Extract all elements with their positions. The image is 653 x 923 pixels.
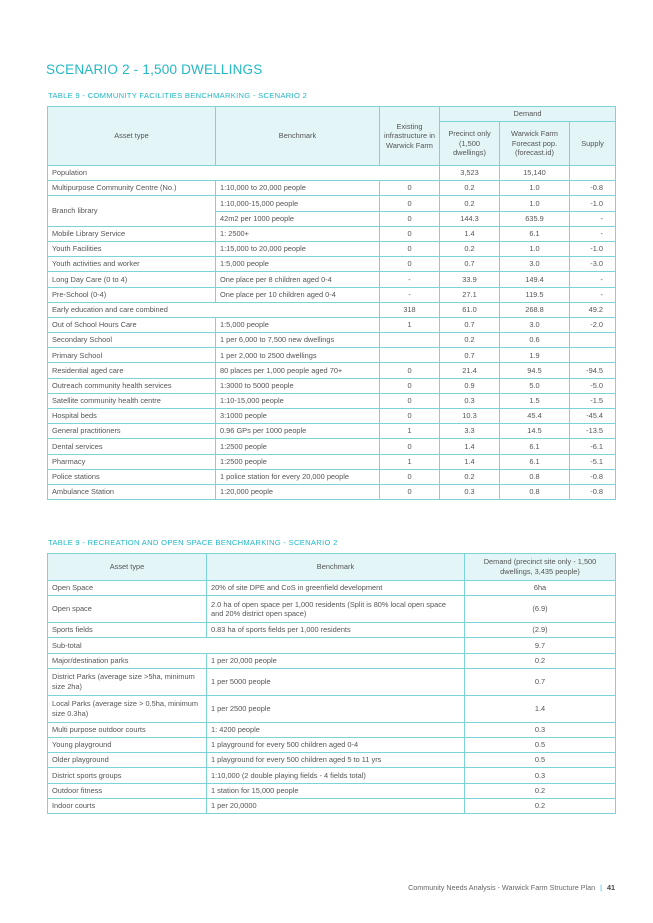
precinct-cell: 0.7 (440, 348, 500, 363)
existing-cell: 1 (380, 424, 440, 439)
forecast-cell: 3.0 (500, 257, 570, 272)
supply-cell: 49.2 (570, 302, 616, 317)
supply-cell: -0.8 (570, 181, 616, 196)
asset-cell: District Parks (average size >5ha, minimum size 2ha) (48, 668, 207, 695)
table-row (48, 469, 616, 484)
table-row (48, 668, 616, 695)
demand-cell: 0.5 (465, 753, 616, 768)
asset-cell: Pharmacy (48, 454, 216, 469)
benchmark-cell: 1:2500 people (216, 454, 380, 469)
table-row (48, 196, 616, 211)
asset-cell: Indoor courts (48, 798, 207, 813)
benchmark-cell: 0.96 GPs per 1000 people (216, 424, 380, 439)
asset-cell: Mobile Library Service (48, 226, 216, 241)
forecast-cell: 15,140 (500, 166, 570, 181)
asset-cell: Young playground (48, 737, 207, 752)
benchmark-cell: 1 per 2,000 to 2500 dwellings (216, 348, 380, 363)
supply-cell: -1.0 (570, 196, 616, 211)
table-row (48, 333, 616, 348)
header-asset-type: Asset type (48, 107, 216, 166)
footer-separator: | (600, 883, 602, 892)
asset-cell: Hospital beds (48, 409, 216, 424)
benchmark-cell: 1: 4200 people (207, 722, 465, 737)
asset-cell: Primary School (48, 348, 216, 363)
supply-cell: -2.0 (570, 317, 616, 332)
table-row (48, 302, 616, 317)
precinct-cell: 1.4 (440, 454, 500, 469)
header-demand: Demand (precinct site only - 1,500 dwellings, 3,435 people) (465, 554, 616, 581)
benchmark-cell: 1:10,000 (2 double playing fields - 4 fields total) (207, 768, 465, 783)
existing-cell: 318 (380, 302, 440, 317)
forecast-cell: 268.8 (500, 302, 570, 317)
asset-cell: General practitioners (48, 424, 216, 439)
supply-cell: -3.0 (570, 257, 616, 272)
benchmark-cell: 20% of site DPE and CoS in greenfield development (207, 581, 465, 596)
benchmark-cell: 1 station for 15,000 people (207, 783, 465, 798)
asset-cell: Youth activities and worker (48, 257, 216, 272)
table2-caption: TABLE 9 - RECREATION AND OPEN SPACE BENCHMARKING - SCENARIO 2 (48, 538, 338, 547)
demand-cell: 0.2 (465, 798, 616, 813)
demand-cell: 0.2 (465, 783, 616, 798)
supply-cell: -0.8 (570, 469, 616, 484)
existing-cell: 0 (380, 226, 440, 241)
existing-cell: 0 (380, 378, 440, 393)
table-row (48, 393, 616, 408)
table-row (48, 653, 616, 668)
benchmark-cell: 42m2 per 1000 people (216, 211, 380, 226)
existing-cell: 0 (380, 484, 440, 499)
table-row (48, 439, 616, 454)
supply-cell: -45.4 (570, 409, 616, 424)
asset-cell: Police stations (48, 469, 216, 484)
forecast-cell: 1.0 (500, 181, 570, 196)
header-benchmark: Benchmark (216, 107, 380, 166)
benchmark-cell: 1:10,000-15,000 people (216, 196, 380, 211)
asset-cell: Branch library (48, 196, 216, 226)
benchmark-cell: 0.83 ha of sports fields per 1,000 residents (207, 623, 465, 638)
benchmark-cell: 1 per 5000 people (207, 668, 465, 695)
demand-cell: 9.7 (465, 638, 616, 653)
forecast-cell: 6.1 (500, 226, 570, 241)
existing-cell (380, 333, 440, 348)
benchmark-cell: 1:3000 to 5000 people (216, 378, 380, 393)
precinct-cell: 10.3 (440, 409, 500, 424)
supply-cell (570, 166, 616, 181)
existing-cell: 0 (380, 409, 440, 424)
asset-cell: Older playground (48, 753, 207, 768)
header-forecast: Warwick Farm Forecast pop. (forecast.id) (500, 122, 570, 166)
table-row (48, 226, 616, 241)
table-row (48, 737, 616, 752)
table-row (48, 454, 616, 469)
table-row (48, 272, 616, 287)
header-benchmark: Benchmark (207, 554, 465, 581)
benchmark-cell: 1:15,000 to 20,000 people (216, 241, 380, 256)
page-title: SCENARIO 2 - 1,500 DWELLINGS (46, 62, 263, 77)
benchmark-cell: 1 police station for every 20,000 people (216, 469, 380, 484)
precinct-cell: 3,523 (440, 166, 500, 181)
table-row (48, 623, 616, 638)
benchmark-cell: 1 per 20,0000 (207, 798, 465, 813)
table-row (48, 424, 616, 439)
asset-cell: Multi purpose outdoor courts (48, 722, 207, 737)
asset-cell: Secondary School (48, 333, 216, 348)
forecast-cell: 635.9 (500, 211, 570, 226)
supply-cell: -5.1 (570, 454, 616, 469)
header-precinct: Precinct only (1,500 dwellings) (440, 122, 500, 166)
asset-cell: Local Parks (average size > 0.5ha, minimum size 0.3ha) (48, 695, 207, 722)
table-row (48, 722, 616, 737)
asset-cell: District sports groups (48, 768, 207, 783)
forecast-cell: 0.6 (500, 333, 570, 348)
table-row (48, 257, 616, 272)
benchmark-cell: 1 per 20,000 people (207, 653, 465, 668)
page-footer (408, 883, 615, 892)
asset-cell: Sub-total (48, 638, 465, 653)
demand-cell: 0.7 (465, 668, 616, 695)
table-row (48, 287, 616, 302)
benchmark-cell: 1:20,000 people (216, 484, 380, 499)
supply-cell: -1.0 (570, 241, 616, 256)
precinct-cell: 0.2 (440, 181, 500, 196)
benchmark-cell: 3:1000 people (216, 409, 380, 424)
benchmark-cell: 1:5,000 people (216, 317, 380, 332)
supply-cell: - (570, 211, 616, 226)
precinct-cell: 0.7 (440, 317, 500, 332)
supply-cell (570, 348, 616, 363)
table-row (48, 166, 616, 181)
forecast-cell: 6.1 (500, 454, 570, 469)
table-row (48, 581, 616, 596)
forecast-cell: 149.4 (500, 272, 570, 287)
table-row (48, 695, 616, 722)
header-existing-infrastructure: Existing infrastructure in Warwick Farm (380, 107, 440, 166)
table-row (48, 348, 616, 363)
demand-cell: 6ha (465, 581, 616, 596)
precinct-cell: 0.2 (440, 196, 500, 211)
existing-cell: 0 (380, 439, 440, 454)
asset-cell: Pre-School (0-4) (48, 287, 216, 302)
supply-cell: - (570, 226, 616, 241)
forecast-cell: 1.0 (500, 196, 570, 211)
table-row (48, 484, 616, 499)
demand-cell: 0.2 (465, 653, 616, 668)
community-facilities-table (47, 106, 616, 500)
existing-cell (380, 348, 440, 363)
forecast-cell: 1.9 (500, 348, 570, 363)
asset-cell: Population (48, 166, 440, 181)
precinct-cell: 0.3 (440, 484, 500, 499)
demand-cell: (6.9) (465, 596, 616, 623)
footer-text: Community Needs Analysis - Warwick Farm Structure Plan (408, 883, 596, 892)
forecast-cell: 14.5 (500, 424, 570, 439)
forecast-cell: 3.0 (500, 317, 570, 332)
benchmark-cell: 1 per 2500 people (207, 695, 465, 722)
forecast-cell: 45.4 (500, 409, 570, 424)
precinct-cell: 0.2 (440, 241, 500, 256)
supply-cell: -5.0 (570, 378, 616, 393)
table-row (48, 317, 616, 332)
forecast-cell: 1.5 (500, 393, 570, 408)
asset-cell: Outreach community health services (48, 378, 216, 393)
precinct-cell: 0.3 (440, 393, 500, 408)
demand-cell: 0.3 (465, 722, 616, 737)
header-asset-type: Asset type (48, 554, 207, 581)
table-row (48, 596, 616, 623)
supply-cell: - (570, 287, 616, 302)
benchmark-cell: 1 playground for every 500 children aged 5 to 11 yrs (207, 753, 465, 768)
precinct-cell: 0.2 (440, 333, 500, 348)
existing-cell: 0 (380, 257, 440, 272)
existing-cell: 0 (380, 196, 440, 211)
asset-cell: Residential aged care (48, 363, 216, 378)
benchmark-cell: 1: 2500+ (216, 226, 380, 241)
table-row (48, 638, 616, 653)
table-row (48, 181, 616, 196)
asset-cell: Youth Facilities (48, 241, 216, 256)
table-row (48, 378, 616, 393)
forecast-cell: 94.5 (500, 363, 570, 378)
table-row (48, 798, 616, 813)
forecast-cell: 6.1 (500, 439, 570, 454)
benchmark-cell: 1:5,000 people (216, 257, 380, 272)
table-row (48, 753, 616, 768)
recreation-open-space-table (47, 553, 616, 814)
forecast-cell: 0.8 (500, 484, 570, 499)
benchmark-cell: One place per 8 children aged 0-4 (216, 272, 380, 287)
precinct-cell: 0.9 (440, 378, 500, 393)
asset-cell: Dental services (48, 439, 216, 454)
table-row (48, 363, 616, 378)
benchmark-cell: 1:10-15,000 people (216, 393, 380, 408)
page-number: 41 (607, 883, 615, 892)
supply-cell: -13.5 (570, 424, 616, 439)
precinct-cell: 21.4 (440, 363, 500, 378)
existing-cell: 0 (380, 241, 440, 256)
supply-cell (570, 333, 616, 348)
existing-cell: 0 (380, 181, 440, 196)
precinct-cell: 0.2 (440, 469, 500, 484)
precinct-cell: 1.4 (440, 439, 500, 454)
header-supply: Supply (570, 122, 616, 166)
asset-cell: Multipurpose Community Centre (No.) (48, 181, 216, 196)
asset-cell: Sports fields (48, 623, 207, 638)
demand-cell: 1.4 (465, 695, 616, 722)
asset-cell: Out of School Hours Care (48, 317, 216, 332)
precinct-cell: 144.3 (440, 211, 500, 226)
precinct-cell: 33.9 (440, 272, 500, 287)
asset-cell: Major/destination parks (48, 653, 207, 668)
existing-cell: 0 (380, 211, 440, 226)
precinct-cell: 0.7 (440, 257, 500, 272)
benchmark-cell: 1 per 6,000 to 7,500 new dwellings (216, 333, 380, 348)
table-row (48, 241, 616, 256)
header-demand: Demand (440, 107, 616, 122)
existing-cell: 1 (380, 317, 440, 332)
existing-cell: 1 (380, 454, 440, 469)
table-row (48, 409, 616, 424)
benchmark-cell: 2.0 ha of open space per 1,000 residents (Split is 80% local open space and 20% district open space) (207, 596, 465, 623)
existing-cell: 0 (380, 393, 440, 408)
asset-cell: Early education and care combined (48, 302, 380, 317)
precinct-cell: 61.0 (440, 302, 500, 317)
demand-cell: 0.5 (465, 737, 616, 752)
forecast-cell: 5.0 (500, 378, 570, 393)
benchmark-cell: 1:10,000 to 20,000 people (216, 181, 380, 196)
existing-cell: 0 (380, 363, 440, 378)
forecast-cell: 1.0 (500, 241, 570, 256)
asset-cell: Ambulance Station (48, 484, 216, 499)
demand-cell: 0.3 (465, 768, 616, 783)
benchmark-cell: 80 places per 1,000 people aged 70+ (216, 363, 380, 378)
existing-cell: - (380, 272, 440, 287)
table1-caption: TABLE 9 - COMMUNITY FACILITIES BENCHMARKING - SCENARIO 2 (48, 91, 308, 100)
supply-cell: -0.8 (570, 484, 616, 499)
existing-cell: 0 (380, 469, 440, 484)
table-row (48, 783, 616, 798)
benchmark-cell: 1 playground for every 500 children aged 0-4 (207, 737, 465, 752)
supply-cell: -1.5 (570, 393, 616, 408)
supply-cell: -94.5 (570, 363, 616, 378)
asset-cell: Outdoor fitness (48, 783, 207, 798)
asset-cell: Long Day Care (0 to 4) (48, 272, 216, 287)
asset-cell: Satellite community health centre (48, 393, 216, 408)
supply-cell: - (570, 272, 616, 287)
precinct-cell: 1.4 (440, 226, 500, 241)
benchmark-cell: 1:2500 people (216, 439, 380, 454)
precinct-cell: 3.3 (440, 424, 500, 439)
benchmark-cell: One place per 10 children aged 0-4 (216, 287, 380, 302)
asset-cell: Open Space (48, 581, 207, 596)
forecast-cell: 119.5 (500, 287, 570, 302)
existing-cell: - (380, 287, 440, 302)
demand-cell: (2.9) (465, 623, 616, 638)
forecast-cell: 0.8 (500, 469, 570, 484)
supply-cell: -6.1 (570, 439, 616, 454)
precinct-cell: 27.1 (440, 287, 500, 302)
asset-cell: Open space (48, 596, 207, 623)
table-row (48, 768, 616, 783)
